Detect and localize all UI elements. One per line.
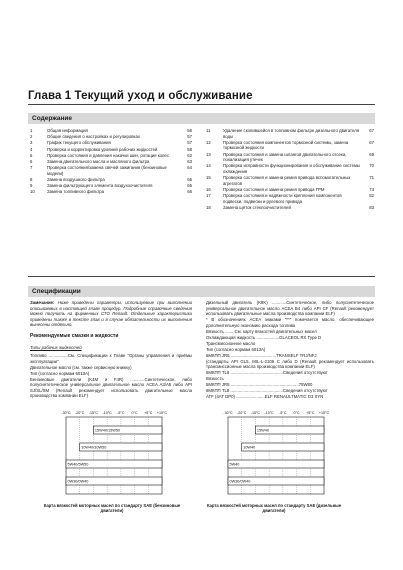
toc-item-page: 67 <box>369 139 374 145</box>
tick-label: -15°C <box>88 411 99 415</box>
bar-label: 15W40 <box>256 428 269 433</box>
spec-line: Тип (согласно нормам 6013A) <box>206 346 266 352</box>
spec-line: Вязкость ........См. карту вязкостей двигательных масел <box>206 328 317 334</box>
toc-item[interactable] <box>30 128 192 134</box>
toc-item-number: 4 <box>30 146 33 152</box>
note-paragraph <box>30 300 192 328</box>
toc-item-title: Замена щёток стеклоочистителей <box>223 204 291 210</box>
toc-item-title: Замена двигательного масла и масляного фильтра <box>47 158 150 164</box>
contents-heading: Содержание <box>32 115 73 122</box>
toc-item[interactable] <box>30 140 192 146</box>
note-text: Ниже приведены параметры, используемые при выполнении описываемых в настоящей главе процедур. Подробные справочные сведения можно получить на фирменных СТО Renault. Отдельные характеристики приведены также в тексте глав и в случае обязательности их выполнения вынесены отдельно. <box>30 300 192 328</box>
spec-line: 6МКПП TL8 ............................................Сведения отсутствуют <box>206 370 328 376</box>
toc-item-title: Проверка состояния и замена ремня привода вспомогательных агрегатов <box>223 175 351 186</box>
fluids-caption: Типы рабочих жидкостей <box>30 344 82 350</box>
toc-item-number: 15 <box>206 175 211 181</box>
toc-item[interactable] <box>30 147 192 153</box>
toc-item-title: Общие сведения о настройках и регулировках <box>47 134 141 140</box>
toc-item[interactable] <box>30 189 192 195</box>
toc-item-number: 6 <box>30 158 33 164</box>
toc-item[interactable] <box>30 183 192 189</box>
toc-item-page: 57 <box>187 140 192 146</box>
toc-item-number: 7 <box>30 165 33 171</box>
spec-line: ATF (4АТ DP0) ........................ELF RENAULTMATIC D3 SYN <box>206 394 324 400</box>
tick-label: -20°C <box>75 411 85 415</box>
specs-left-column <box>30 300 192 399</box>
toc-item[interactable] <box>206 175 374 186</box>
toc-item-number: 3 <box>30 140 33 146</box>
toc-item-title: Замена воздушного фильтра <box>47 176 105 182</box>
toc-item-title: Замена фильтрующего элемента воздухоочистителя <box>47 183 153 189</box>
toc-item-number: 9 <box>30 183 33 189</box>
toc-item-page: 64 <box>187 165 192 171</box>
toc-item-title: Проверка состояния компонентов тормозной системы, замена тормозной жидкости <box>223 139 349 151</box>
toc-item-title: График текущего обслуживания <box>47 140 111 146</box>
tick-label: -10°C <box>264 411 274 415</box>
toc-item-title: Проверка исправности функционирования и обслуживание системы охлаждения <box>223 163 361 174</box>
toc-item-number: 8 <box>30 176 33 182</box>
viscosity-chart-diesel <box>223 408 330 496</box>
mid-rule <box>28 276 375 277</box>
spec-line: Тип (согласно нормам 6013A) <box>30 370 90 376</box>
toc-item-page: 58 <box>187 146 192 152</box>
toc-item-page: 70 <box>369 163 374 169</box>
specs-right-column <box>206 300 374 400</box>
bar-label: 5W40 <box>229 462 240 467</box>
toc-item-number: 11 <box>206 128 211 133</box>
bar-label: 10W40/10W50 <box>81 445 107 450</box>
tick-label: 0°C <box>293 411 300 415</box>
toc-item[interactable] <box>30 153 192 159</box>
toc-item-page: 62 <box>187 152 192 158</box>
toc-item[interactable] <box>30 165 192 176</box>
toc-item-title: Проверка состояния и замена ремня привода ГРМ <box>223 186 325 192</box>
toc-item[interactable] <box>30 134 192 140</box>
viscosity-chart-petrol-svg <box>61 408 168 496</box>
tick-label: +5°C <box>306 411 315 415</box>
toc-item-page: 57 <box>187 134 192 140</box>
toc-item-page: 67 <box>369 128 374 133</box>
spec-line: Двигательное масло (см. также сервисную книжку) <box>30 364 132 370</box>
toc-item-page: 71 <box>369 175 374 181</box>
viscosity-bar <box>228 460 324 468</box>
contents-heading-bar <box>28 113 375 124</box>
bar-label: 15W40/15W50 <box>94 428 121 433</box>
spec-left-lines <box>30 353 192 399</box>
tick-label: -5°C <box>117 411 125 415</box>
chart-caption-petrol: Карта вязкостей моторных масел по стандарту SAE (бензиновые двигатели) <box>43 503 181 514</box>
spec-line: Охлаждающая жидкость ...................GLACEOL RX Type D <box>206 334 322 340</box>
toc-item-page: 74 <box>369 186 374 192</box>
toc-item[interactable] <box>206 152 374 163</box>
tick-label: +15°C <box>318 411 330 415</box>
toc-item-number: 10 <box>30 189 35 195</box>
toc-item[interactable] <box>206 163 374 174</box>
tick-label: -15°C <box>250 411 261 415</box>
toc-item-number: 14 <box>206 163 211 169</box>
toc-item-page: 82 <box>369 193 374 199</box>
spec-line: 5МКПП JR5 ......................................TRANSELF TRJ/NFJ <box>206 352 317 358</box>
toc-item-title: Общая информация <box>47 128 88 133</box>
spec-line: Дизельный двигатель (K9K) ............Синтетическое, либо полусинтетическое универсальное двигательное масло ACEA B4 либо API CF (Renault рекомендует использовать двигательные масла производства компании ELF) <box>206 300 374 317</box>
toc-item-number: 16 <box>206 186 211 192</box>
toc-item-number: 1 <box>30 128 33 133</box>
toc-item[interactable] <box>30 177 192 183</box>
toc-item[interactable] <box>30 159 192 165</box>
bar-label: 10W40 <box>243 445 256 450</box>
toc-item[interactable] <box>206 128 374 139</box>
toc-item-number: 12 <box>206 139 211 145</box>
toc-item-page: 65 <box>187 176 192 182</box>
toc-item-number: 5 <box>30 152 33 158</box>
note-label: Замечание: <box>30 300 55 305</box>
toc-item-page: 65 <box>187 183 192 189</box>
tick-label: -5°C <box>279 411 287 415</box>
tick-label: +15°C <box>156 411 168 415</box>
toc-item-title: Проверка состояния и надёжности крепления компонентов подвески, подвески и рулевого привода <box>223 193 342 204</box>
spec-line: * В обозначениях ACEA знаками "**" помечается масло, обеспечивающее дополнительную экономию расхода топлива <box>206 317 374 328</box>
tick-label: -10°C <box>102 411 112 415</box>
spec-line: Топливо ................См. Спецификации к Главе "Органы управления и приёмы эксплуатации" <box>30 353 192 364</box>
toc-item[interactable] <box>206 193 374 204</box>
toc-item-title: Замена топливного фильтра <box>47 189 105 195</box>
toc-item-title: Проверка состояния и давления накачки шин, ротация колес <box>47 152 169 158</box>
spec-line: 5МКПП JR5 .........................................................75W80 <box>206 382 313 388</box>
bar-label: 0W30/0W40 <box>229 479 251 484</box>
viscosity-chart-petrol <box>61 408 168 496</box>
bar-label: 0W30/0W40 <box>67 479 89 484</box>
toc-item-page: 69 <box>369 151 374 157</box>
spec-line: Вязкость <box>206 376 224 382</box>
tick-label: -30°C <box>61 411 71 415</box>
toc-item-page: 56 <box>187 128 192 133</box>
top-rule <box>28 104 375 105</box>
toc-item-number: 13 <box>206 151 211 157</box>
toc-left-column <box>30 128 192 195</box>
toc-item-page: 63 <box>187 158 192 164</box>
specs-heading-bar <box>28 286 375 297</box>
toc-item-title: Удаление скопившейся в топливном фильтре дизельного двигателя воды <box>223 128 360 139</box>
toc-item-page: 83 <box>369 204 374 210</box>
tick-label: -20°C <box>237 411 247 415</box>
toc-item[interactable] <box>206 205 374 211</box>
toc-item-number: 17 <box>206 193 211 199</box>
toc-item-title: Проверка и корректировка уровней рабочих жидкостей <box>47 146 158 152</box>
spec-line: Трансмиссионное масло <box>206 340 256 346</box>
spec-line: Бензиновые двигатели (K4M и F4R) ............Синтетическое, либо полусинтетическое универсальное двигательное масло ACEA A3/A5 либо API SJ/SL/SM (Renault рекомендует использовать двигательные масла производства компании ELF) <box>30 376 192 399</box>
toc-item-number: 18 <box>206 204 211 210</box>
tick-label: +5°C <box>144 411 153 415</box>
specs-heading: Спецификации <box>32 288 81 295</box>
tick-label: -30°C <box>223 411 233 415</box>
toc-right-column <box>206 128 374 211</box>
toc-item-title: Проверка состояния и замена шлангов двигательного отсека, локализация утечек <box>223 151 347 163</box>
toc-item[interactable] <box>206 140 374 151</box>
lubricants-subheading: Рекомендуемые смазки и жидкости <box>30 332 119 339</box>
toc-item-page: 66 <box>187 189 192 195</box>
chart-caption-diesel: Карта вязкостей моторных масел по стандарту SAE (дизельные двигатели) <box>206 503 342 514</box>
chapter-title: Глава 1 Текущий уход и обслуживание <box>28 90 253 102</box>
spec-line: 6МКПП TL8 ............................................Сведения отсутствуют <box>206 388 328 394</box>
toc-item-number: 2 <box>30 134 33 140</box>
toc-item[interactable] <box>206 187 374 193</box>
bar-label: 5W40/5W50 <box>67 462 89 467</box>
viscosity-chart-diesel-svg <box>223 408 330 496</box>
tick-label: 0°C <box>131 411 138 415</box>
toc-item-title: Проверка состояния/замена свечей зажигания (бензиновые модели) <box>47 165 167 176</box>
spec-line: (стандарты API GL5, MIL-L-2105 C либо D (Renault рекомендует использовать трансмиссионные масла производства компании ELF) <box>206 358 374 370</box>
